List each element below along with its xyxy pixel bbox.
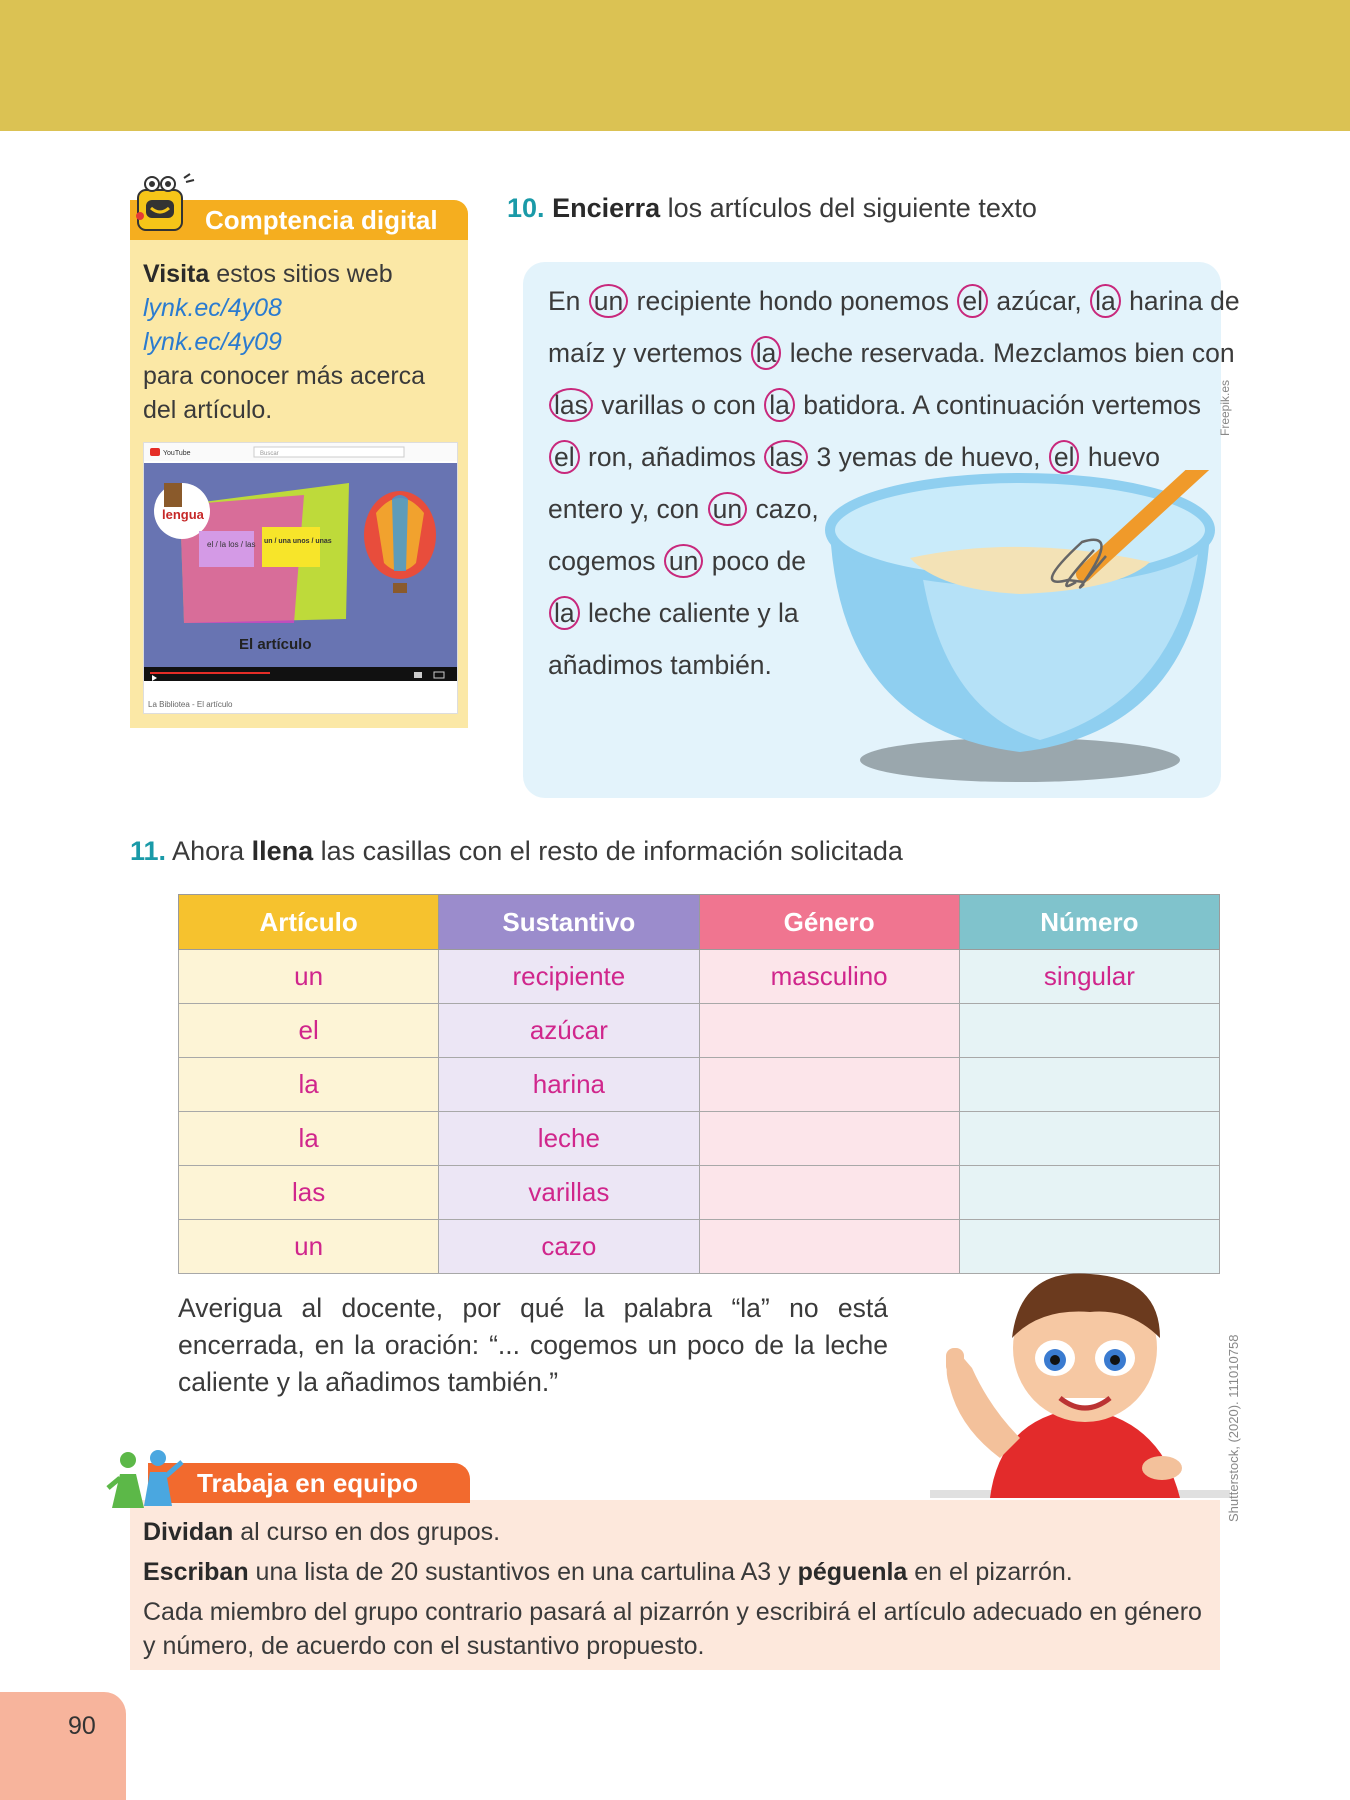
exercise-10-prompt — [507, 193, 1037, 224]
circled-article[interactable]: el — [1049, 440, 1080, 474]
passage-segment: ron, añadimos — [580, 442, 764, 472]
passage-segment: leche reservada. Mezclamos bien con — [782, 338, 1235, 368]
circled-article[interactable]: la — [764, 388, 795, 422]
cell-genero[interactable] — [699, 1058, 959, 1112]
shutterstock-credit: Shutterstock, (2020). 111010758 — [1226, 1334, 1241, 1522]
exercise-11-prompt — [130, 836, 903, 867]
teamwork-line-3: Cada miembro del grupo contrario pasará al pizarrón y escribirá el artículo adecuado en género y número, de acuerdo con el sustantivo propuesto. — [143, 1598, 1202, 1660]
passage-line — [548, 437, 1228, 489]
passage-line — [548, 281, 1240, 333]
robot-mascot-icon — [132, 172, 198, 238]
digital-competence-text — [143, 257, 463, 427]
circled-article[interactable]: el — [957, 284, 988, 318]
exercise-10-rest: los artículos del siguiente texto — [660, 193, 1037, 223]
cell-genero[interactable] — [699, 1166, 959, 1220]
ask-teacher-text: Averigua al docente, por qué la palabra “la” no está encerrada, en la oración: “... cogemos un poco de la leche caliente y la añadimos también.” — [178, 1293, 888, 1397]
exercise-11-verb: llena — [251, 836, 314, 866]
teamwork-rest-1: al curso en dos grupos. — [233, 1518, 501, 1546]
passage-segment: poco de — [704, 546, 807, 576]
cell-articulo: el — [179, 1004, 439, 1058]
page-number-tab — [0, 1692, 126, 1800]
passage-segment: batidora. A continuación vertemos — [795, 390, 1202, 420]
video-tag: lengua — [162, 507, 204, 522]
passage-line — [548, 593, 1228, 645]
passage-text — [548, 281, 1240, 697]
passage-segment: maíz y vertemos — [548, 338, 750, 368]
teamwork-verb-1: Dividan — [143, 1518, 234, 1546]
cell-articulo: un — [179, 1220, 439, 1274]
header-numero: Número — [959, 895, 1219, 950]
passage-segment: cazo, — [748, 494, 819, 524]
passage-segment: cogemos — [548, 546, 663, 576]
cell-sustantivo: cazo — [439, 1220, 699, 1274]
cell-articulo: un — [179, 950, 439, 1004]
teamwork-line-2 — [143, 1555, 1213, 1589]
cell-articulo: la — [179, 1058, 439, 1112]
cell-numero[interactable] — [959, 1058, 1219, 1112]
teamwork-mid-2: una lista de 20 sustantivos en una cartulina A3 y — [248, 1558, 798, 1586]
freepik-credit: Freepik.es — [1218, 379, 1232, 436]
cell-numero[interactable] — [959, 1112, 1219, 1166]
cell-numero: singular — [959, 950, 1219, 1004]
circled-article[interactable]: un — [589, 284, 628, 318]
circled-article[interactable]: un — [664, 544, 703, 578]
settings-icon[interactable] — [414, 672, 422, 678]
exercise-11-number: 11. — [130, 836, 167, 866]
video-caption: La Bibliotea - El artículo — [148, 700, 233, 709]
cell-numero[interactable] — [959, 1220, 1219, 1274]
exercise-11-rest: las casillas con el resto de información solicitada — [313, 836, 903, 866]
passage-segment: varillas o con — [593, 390, 764, 420]
youtube-search-placeholder: Buscar — [260, 451, 279, 457]
cell-numero[interactable] — [959, 1166, 1219, 1220]
header-genero: Género — [699, 895, 959, 950]
teamwork-title: Trabaja en equipo — [197, 1468, 419, 1498]
table-row — [179, 950, 1220, 1004]
passage-line — [548, 333, 1235, 385]
cell-genero[interactable] — [699, 1004, 959, 1058]
link-4y09[interactable]: lynk.ec/4y09 — [143, 328, 282, 356]
passage-segment: entero y, con — [548, 494, 707, 524]
digital-competence-title: Comptencia digital — [205, 205, 438, 235]
cell-genero[interactable] — [699, 1220, 959, 1274]
cell-genero: masculino — [699, 950, 959, 1004]
table-row — [179, 1166, 1220, 1220]
circled-article[interactable]: las — [764, 440, 808, 474]
youtube-brand: YouTube — [163, 450, 191, 457]
cell-sustantivo: azúcar — [439, 1004, 699, 1058]
passage-segment: En — [548, 286, 588, 316]
passage-segment: azúcar, — [988, 286, 1090, 316]
passage-segment: harina de — [1121, 286, 1240, 316]
cell-sustantivo: recipiente — [439, 950, 699, 1004]
circled-article[interactable]: la — [549, 596, 580, 630]
passage-segment: huevo — [1080, 442, 1161, 472]
circled-article[interactable]: el — [549, 440, 580, 474]
youtube-logo-icon — [150, 448, 160, 456]
video-frame — [144, 443, 457, 698]
circled-article[interactable]: la — [751, 336, 782, 370]
exercise-11-pre: Ahora — [166, 836, 252, 866]
teamwork-rest-2: en el pizarrón. — [907, 1558, 1073, 1586]
passage-segment: 3 yemas de huevo, — [809, 442, 1048, 472]
teamwork-verb-2: Escriban — [143, 1558, 249, 1586]
visit-purpose: para conocer más acerca del artículo. — [143, 362, 426, 424]
passage-line — [548, 489, 1228, 541]
cell-numero[interactable] — [959, 1004, 1219, 1058]
link-4y08[interactable]: lynk.ec/4y08 — [143, 294, 282, 322]
cell-sustantivo: leche — [439, 1112, 699, 1166]
table-header-row — [179, 895, 1220, 950]
table-row — [179, 1220, 1220, 1274]
teamwork-people-icon — [106, 1448, 196, 1512]
exercise-10-number: 10. — [507, 193, 545, 223]
table-row — [179, 1112, 1220, 1166]
page-number: 90 — [68, 1712, 96, 1740]
cell-genero[interactable] — [699, 1112, 959, 1166]
video-title: El artículo — [239, 636, 312, 653]
video-thumbnail[interactable] — [143, 442, 458, 714]
table-row — [179, 1004, 1220, 1058]
passage-line — [548, 645, 1228, 697]
circled-article[interactable]: las — [549, 388, 593, 422]
header-sustantivo: Sustantivo — [439, 895, 699, 950]
passage-segment: recipiente hondo ponemos — [629, 286, 957, 316]
top-color-band — [0, 0, 1350, 131]
visit-rest: estos sitios web — [209, 260, 393, 288]
header-articulo: Artículo — [179, 895, 439, 950]
passage-line — [548, 541, 1228, 593]
teamwork-verb-3: péguenla — [797, 1558, 908, 1586]
video-card-definite: el / la los / las — [207, 540, 256, 549]
passage-segment: leche caliente y la — [580, 598, 799, 628]
video-card-indefinite: un / una unos / unas — [264, 538, 332, 545]
cell-sustantivo: varillas — [439, 1166, 699, 1220]
exercise-10-verb: Encierra — [552, 193, 661, 223]
passage-line — [548, 385, 1228, 437]
cell-articulo: la — [179, 1112, 439, 1166]
articles-table — [178, 894, 1220, 1274]
cell-sustantivo: harina — [439, 1058, 699, 1112]
boy-thumbs-up-illustration — [930, 1268, 1230, 1498]
table-row — [179, 1058, 1220, 1112]
passage-segment: añadimos también. — [548, 650, 772, 680]
circled-article[interactable]: un — [708, 492, 747, 526]
teamwork-text — [143, 1515, 1213, 1669]
teamwork-line-1 — [143, 1515, 1213, 1549]
circled-article[interactable]: la — [1090, 284, 1121, 318]
cell-articulo: las — [179, 1166, 439, 1220]
visit-verb: Visita — [143, 260, 210, 288]
